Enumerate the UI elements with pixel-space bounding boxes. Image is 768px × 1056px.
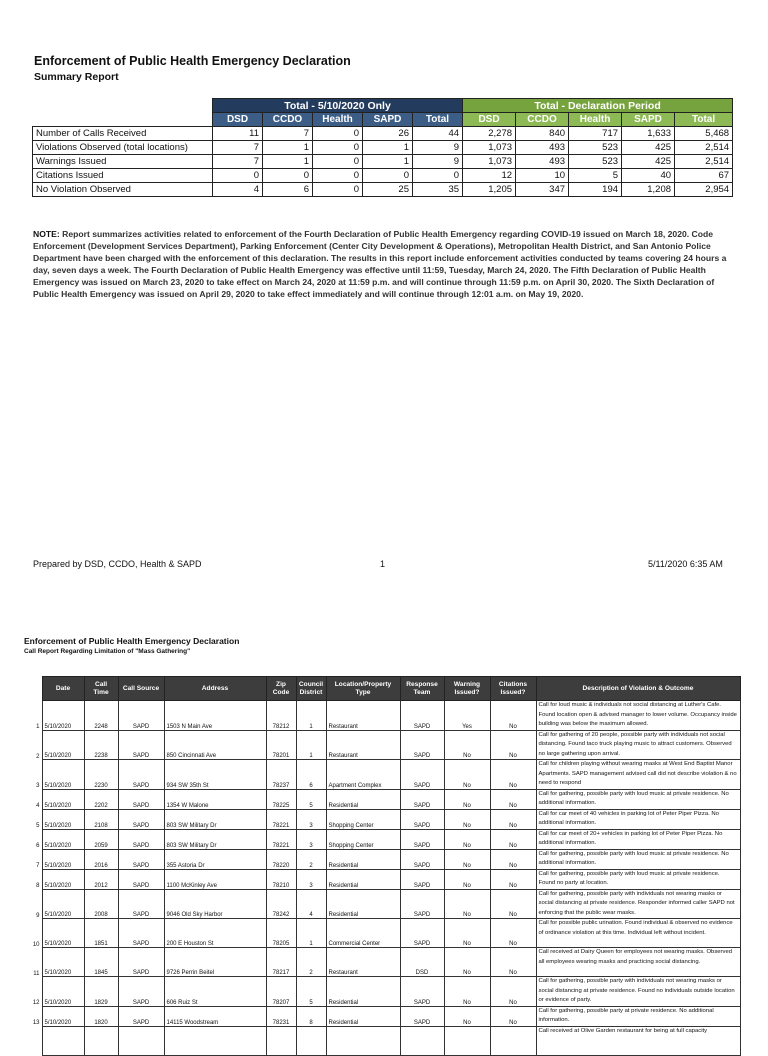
summary-cell: 0	[363, 169, 413, 183]
call-source: SAPD	[118, 789, 164, 809]
call-property-type: Commercial Center	[326, 919, 400, 948]
summary-cell: 44	[413, 127, 463, 141]
call-time: 2016	[84, 849, 118, 869]
summary-cell: 9	[413, 141, 463, 155]
row-number	[28, 1026, 42, 1055]
call-column-header: Location/Property Type	[326, 677, 400, 701]
call-response-team: SAPD	[400, 760, 444, 790]
table-row	[28, 889, 740, 919]
call-property-type: Apartment Complex	[326, 760, 400, 790]
call-source: SAPD	[118, 760, 164, 790]
row-number: 13	[28, 1006, 42, 1026]
call-citation: No	[490, 789, 536, 809]
call-description: Call received at Olive Garden restaurant for being at full capacity	[536, 1026, 740, 1055]
summary-cell: 493	[516, 141, 569, 155]
call-property-type: Residential	[326, 789, 400, 809]
call-zip: 78217	[266, 948, 296, 977]
summary-cell: 523	[569, 141, 622, 155]
call-date: 5/10/2020	[42, 760, 84, 790]
table-row	[28, 977, 740, 1007]
row-number: 2	[28, 730, 42, 760]
row-number: 12	[28, 977, 42, 1007]
call-time: 2059	[84, 829, 118, 849]
call-description: Call for children playing without wearing masks at West End Baptist Manor Apartments. SAPD management advised call did not describe violation & no need to respond	[536, 760, 740, 790]
call-warning: No	[444, 730, 490, 760]
call-zip: 78207	[266, 977, 296, 1007]
row-number: 11	[28, 948, 42, 977]
call-zip: 78237	[266, 760, 296, 790]
call-source: SAPD	[118, 809, 164, 829]
call-property-type: Residential	[326, 849, 400, 869]
call-description: Call for gathering, possible party with loud music at private residence. No additional information.	[536, 789, 740, 809]
row-number: 6	[28, 829, 42, 849]
table-row	[28, 829, 740, 849]
call-date: 5/10/2020	[42, 849, 84, 869]
call-column-header: Warning Issued?	[444, 677, 490, 701]
call-response-team: SAPD	[400, 919, 444, 948]
call-zip: 78221	[266, 829, 296, 849]
call-column-header: Citations Issued?	[490, 677, 536, 701]
call-zip: 78221	[266, 809, 296, 829]
summary-group-header-row	[33, 99, 733, 113]
call-zip: 78242	[266, 889, 296, 919]
call-district: 1	[296, 730, 326, 760]
summary-cell: 0	[263, 169, 313, 183]
table-row	[28, 809, 740, 829]
call-column-header: Date	[42, 677, 84, 701]
table-row	[28, 948, 740, 977]
summary-column-header: Total	[675, 113, 733, 127]
footer-prepared-by: Prepared by DSD, CCDO, Health & SAPD	[33, 559, 202, 569]
call-district: 3	[296, 809, 326, 829]
summary-cell: 0	[313, 183, 363, 197]
call-district: 3	[296, 829, 326, 849]
call-response-team: SAPD	[400, 889, 444, 919]
summary-cell: 493	[516, 155, 569, 169]
call-address: 9046 Old Sky Harbor	[164, 889, 266, 919]
call-district: 1	[296, 701, 326, 731]
summary-cell: 1,208	[622, 183, 675, 197]
call-column-header: Council District	[296, 677, 326, 701]
call-address: 934 SW 35th St	[164, 760, 266, 790]
call-description: Call for gathering, possible party with loud music at private residence. Found no party at location.	[536, 869, 740, 889]
call-citation: No	[490, 701, 536, 731]
summary-cell: 1	[263, 155, 313, 169]
call-address	[164, 1026, 266, 1055]
summary-cell: 0	[213, 169, 263, 183]
call-zip: 78205	[266, 919, 296, 948]
call-description: Call for gathering, possible party with loud music at private residence. No additional information.	[536, 849, 740, 869]
call-source: SAPD	[118, 977, 164, 1007]
summary-cell: 9	[413, 155, 463, 169]
table-row	[28, 730, 740, 760]
call-warning: No	[444, 948, 490, 977]
call-citation: No	[490, 1006, 536, 1026]
call-time: 2248	[84, 701, 118, 731]
summary-cell: 40	[622, 169, 675, 183]
call-address: 14115 Woodstream	[164, 1006, 266, 1026]
call-response-team: DSD	[400, 948, 444, 977]
call-address: 803 SW Military Dr	[164, 829, 266, 849]
summary-cell: 1,205	[463, 183, 516, 197]
call-time	[84, 1026, 118, 1055]
call-source: SAPD	[118, 730, 164, 760]
call-warning: No	[444, 760, 490, 790]
call-response-team	[400, 1026, 444, 1055]
summary-cell: 5	[569, 169, 622, 183]
note-paragraph	[33, 228, 733, 300]
call-time: 1829	[84, 977, 118, 1007]
call-property-type: Restaurant	[326, 701, 400, 731]
call-address: 200 E Houston St	[164, 919, 266, 948]
call-report-subtitle: Call Report Regarding Limitation of "Mass Gathering"	[24, 648, 191, 655]
summary-row	[33, 127, 733, 141]
row-number: 3	[28, 760, 42, 790]
summary-cell: 347	[516, 183, 569, 197]
call-warning: No	[444, 977, 490, 1007]
summary-cell: 0	[313, 127, 363, 141]
call-warning: No	[444, 869, 490, 889]
summary-cell: 25	[363, 183, 413, 197]
call-response-team: SAPD	[400, 730, 444, 760]
summary-cell: 194	[569, 183, 622, 197]
call-response-team: SAPD	[400, 829, 444, 849]
call-citation: No	[490, 730, 536, 760]
call-date: 5/10/2020	[42, 948, 84, 977]
summary-column-header-row	[33, 113, 733, 127]
summary-cell: 1	[363, 141, 413, 155]
call-property-type: Residential	[326, 977, 400, 1007]
table-row	[28, 789, 740, 809]
summary-cell: 12	[463, 169, 516, 183]
call-source: SAPD	[118, 889, 164, 919]
call-source: SAPD	[118, 849, 164, 869]
summary-row	[33, 183, 733, 197]
call-description: Call for gathering, possible party at private residence. No additional information.	[536, 1006, 740, 1026]
call-time: 1845	[84, 948, 118, 977]
call-citation: No	[490, 948, 536, 977]
call-district: 3	[296, 869, 326, 889]
call-response-team: SAPD	[400, 701, 444, 731]
call-zip: 78201	[266, 730, 296, 760]
call-time: 2012	[84, 869, 118, 889]
call-description: Call for gathering of 20 people, possible party with individuals not social distancing. Found taco truck playing music to attract customers. Observed no large gathering upon arrival.	[536, 730, 740, 760]
call-district: 2	[296, 849, 326, 869]
call-address: 606 Ruiz St	[164, 977, 266, 1007]
call-time: 2008	[84, 889, 118, 919]
summary-row	[33, 141, 733, 155]
summary-cell: 6	[263, 183, 313, 197]
row-number: 4	[28, 789, 42, 809]
call-property-type: Residential	[326, 889, 400, 919]
row-number: 7	[28, 849, 42, 869]
summary-cell: 0	[313, 155, 363, 169]
table-row	[28, 1026, 740, 1055]
summary-cell: 1	[363, 155, 413, 169]
call-response-team: SAPD	[400, 1006, 444, 1026]
call-citation: No	[490, 849, 536, 869]
summary-column-header: Health	[313, 113, 363, 127]
call-response-team: SAPD	[400, 977, 444, 1007]
call-property-type: Residential	[326, 869, 400, 889]
summary-column-header: DSD	[213, 113, 263, 127]
summary-cell: 7	[213, 141, 263, 155]
call-warning: No	[444, 829, 490, 849]
call-property-type: Restaurant	[326, 948, 400, 977]
call-citation: No	[490, 760, 536, 790]
call-description: Call for car meet of 20+ vehicles in parking lot of Peter Piper Pizza. No additional information.	[536, 829, 740, 849]
summary-cell: 35	[413, 183, 463, 197]
summary-row-label: Citations Issued	[33, 169, 213, 183]
call-date: 5/10/2020	[42, 730, 84, 760]
summary-column-header: SAPD	[363, 113, 413, 127]
call-column-header: Zip Code	[266, 677, 296, 701]
summary-corner-cell	[33, 99, 213, 113]
call-column-header: Description of Violation & Outcome	[536, 677, 740, 701]
summary-body	[33, 127, 733, 197]
call-property-type: Shopping Center	[326, 829, 400, 849]
table-row	[28, 849, 740, 869]
call-citation: No	[490, 809, 536, 829]
call-report-header-row	[28, 677, 740, 701]
summary-cell: 1,073	[463, 141, 516, 155]
summary-cell: 717	[569, 127, 622, 141]
row-number: 5	[28, 809, 42, 829]
row-number: 9	[28, 889, 42, 919]
call-source: SAPD	[118, 701, 164, 731]
summary-row-label: Warnings Issued	[33, 155, 213, 169]
summary-column-header: DSD	[463, 113, 516, 127]
summary-cell: 1,073	[463, 155, 516, 169]
call-warning: No	[444, 809, 490, 829]
table-row	[28, 701, 740, 731]
call-district: 5	[296, 789, 326, 809]
call-address: 9726 Perrin Beitel	[164, 948, 266, 977]
summary-cell: 2,514	[675, 141, 733, 155]
call-citation: No	[490, 869, 536, 889]
call-citation	[490, 1026, 536, 1055]
summary-cell: 10	[516, 169, 569, 183]
call-response-team: SAPD	[400, 869, 444, 889]
call-time: 1851	[84, 919, 118, 948]
call-zip: 78212	[266, 701, 296, 731]
summary-column-header: SAPD	[622, 113, 675, 127]
group-header-period: Total - Declaration Period	[463, 99, 733, 113]
call-source	[118, 1026, 164, 1055]
call-date: 5/10/2020	[42, 829, 84, 849]
summary-cell: 0	[313, 141, 363, 155]
call-district: 8	[296, 1006, 326, 1026]
call-column-header	[28, 677, 42, 701]
table-row	[28, 1006, 740, 1026]
report-title: Enforcement of Public Health Emergency Declaration	[34, 54, 351, 68]
call-warning: No	[444, 789, 490, 809]
call-district: 6	[296, 760, 326, 790]
call-district: 4	[296, 889, 326, 919]
footer-timestamp: 5/11/2020 6:35 AM	[648, 559, 723, 569]
call-date	[42, 1026, 84, 1055]
summary-row-label: No Violation Observed	[33, 183, 213, 197]
call-district: 1	[296, 919, 326, 948]
summary-cell: 4	[213, 183, 263, 197]
call-citation: No	[490, 889, 536, 919]
summary-row-label: Violations Observed (total locations)	[33, 141, 213, 155]
call-warning: No	[444, 1006, 490, 1026]
call-warning: No	[444, 889, 490, 919]
call-column-header: Address	[164, 677, 266, 701]
call-time: 2230	[84, 760, 118, 790]
call-address: 803 SW Military Dr	[164, 809, 266, 829]
summary-table	[32, 98, 733, 197]
call-zip: 78220	[266, 849, 296, 869]
call-response-team: SAPD	[400, 809, 444, 829]
call-address: 355 Astoria Dr	[164, 849, 266, 869]
call-zip	[266, 1026, 296, 1055]
call-time: 2238	[84, 730, 118, 760]
call-citation: No	[490, 977, 536, 1007]
call-date: 5/10/2020	[42, 869, 84, 889]
summary-cell: 11	[213, 127, 263, 141]
call-property-type: Restaurant	[326, 730, 400, 760]
summary-column-header: CCDO	[263, 113, 313, 127]
call-zip: 78210	[266, 869, 296, 889]
call-district	[296, 1026, 326, 1055]
call-address: 1503 N Main Ave	[164, 701, 266, 731]
call-date: 5/10/2020	[42, 789, 84, 809]
call-warning: No	[444, 849, 490, 869]
summary-column-header: Total	[413, 113, 463, 127]
summary-cell: 7	[263, 127, 313, 141]
summary-cell: 0	[313, 169, 363, 183]
summary-cell: 2,954	[675, 183, 733, 197]
call-citation: No	[490, 919, 536, 948]
call-report-title: Enforcement of Public Health Emergency Declaration	[24, 636, 240, 646]
call-date: 5/10/2020	[42, 889, 84, 919]
call-source: SAPD	[118, 919, 164, 948]
report-subtitle: Summary Report	[34, 71, 119, 83]
table-row	[28, 869, 740, 889]
row-number: 1	[28, 701, 42, 731]
call-address: 850 Cincinnati Ave	[164, 730, 266, 760]
call-response-team: SAPD	[400, 789, 444, 809]
call-citation: No	[490, 829, 536, 849]
call-description: Call for possible public urination. Found individual & observed no evidence of ordinance violation at this time. Individual left without incident.	[536, 919, 740, 948]
call-warning: No	[444, 919, 490, 948]
call-property-type: Shopping Center	[326, 809, 400, 829]
call-description: Call for gathering, possible party with individuals not wearing masks or social distancing at private residence. Found no individuals outside location or evidence of party.	[536, 977, 740, 1007]
call-date: 5/10/2020	[42, 1006, 84, 1026]
footer-page-number: 1	[380, 559, 386, 569]
row-number: 10	[28, 919, 42, 948]
table-row	[28, 760, 740, 790]
call-address: 1354 W Malone	[164, 789, 266, 809]
summary-cell: 840	[516, 127, 569, 141]
call-column-header: Response Team	[400, 677, 444, 701]
call-description: Call for loud music & individuals not social distancing at Luther's Cafe. Found location open & advised manager to lower volume. Occupancy inside building was below the maximum allowed.	[536, 701, 740, 731]
call-description: Call received at Dairy Queen for employees not wearing masks. Observed all employees wearing masks and practicing social distancing.	[536, 948, 740, 977]
call-address: 1100 McKinley Ave	[164, 869, 266, 889]
note-text: Report summarizes activities related to enforcement of the Fourth Declaration of Public Health Emergency regarding COVID-19 issued on March 18, 2020. Code Enforcement (Development Services Department), Parking Enforcement (Center City Development & Operations), Metropolitan Health District, and San Antonio Police Department have been charged with the enforcement of this declaration. The results in this report include enforcement activities conducted by teams covering 24 hours a day, seven days a week. The Fourth Declaration of Public Health Emergency was effective until 11:59, Tuesday, March 24, 2020. The Fifth Declaration of Public Health Emergency was issued on March 23, 2020 to take effect on March 24, 2020 at 11:59 p.m. and will continue through 11:59 p.m. on April 30, 2020. The Sixth Declaration of Public Health Emergency was issued on April 29, 2020 to take effect immediately and will continue through 12:01 a.m. on May 19, 2020.	[33, 229, 727, 299]
summary-cell: 2,514	[675, 155, 733, 169]
call-zip: 78231	[266, 1006, 296, 1026]
call-date: 5/10/2020	[42, 977, 84, 1007]
call-column-header: Call Source	[118, 677, 164, 701]
summary-row	[33, 169, 733, 183]
call-warning: Yes	[444, 701, 490, 731]
call-source: SAPD	[118, 829, 164, 849]
group-header-today: Total - 5/10/2020 Only	[213, 99, 463, 113]
call-zip: 78225	[266, 789, 296, 809]
note-label: NOTE:	[33, 229, 60, 239]
summary-row-label: Number of Calls Received	[33, 127, 213, 141]
call-time: 2202	[84, 789, 118, 809]
call-description: Call for gathering, possible party with individuals not wearing masks or social distancing at private residence. Responder informed caller SAPD not enforcing that the public wear masks.	[536, 889, 740, 919]
summary-corner-cell	[33, 113, 213, 127]
call-source: SAPD	[118, 869, 164, 889]
summary-cell: 523	[569, 155, 622, 169]
call-district: 2	[296, 948, 326, 977]
call-source: SAPD	[118, 948, 164, 977]
summary-cell: 1,633	[622, 127, 675, 141]
call-district: 5	[296, 977, 326, 1007]
call-description: Call for car meet of 40 vehicles in parking lot of Peter Piper Pizza. No additional information.	[536, 809, 740, 829]
call-property-type	[326, 1026, 400, 1055]
call-column-header: Call Time	[84, 677, 118, 701]
summary-cell: 7	[213, 155, 263, 169]
call-date: 5/10/2020	[42, 701, 84, 731]
call-warning	[444, 1026, 490, 1055]
call-property-type: Residential	[326, 1006, 400, 1026]
table-row	[28, 919, 740, 948]
call-time: 1820	[84, 1006, 118, 1026]
summary-cell: 26	[363, 127, 413, 141]
summary-cell: 5,468	[675, 127, 733, 141]
summary-cell: 2,278	[463, 127, 516, 141]
summary-row	[33, 155, 733, 169]
call-source: SAPD	[118, 1006, 164, 1026]
summary-cell: 0	[413, 169, 463, 183]
summary-column-header: Health	[569, 113, 622, 127]
call-response-team: SAPD	[400, 849, 444, 869]
call-report-table	[28, 676, 741, 1056]
summary-cell: 67	[675, 169, 733, 183]
row-number: 8	[28, 869, 42, 889]
call-report-body	[28, 701, 740, 1056]
call-time: 2108	[84, 809, 118, 829]
summary-cell: 425	[622, 155, 675, 169]
summary-cell: 425	[622, 141, 675, 155]
summary-cell: 1	[263, 141, 313, 155]
call-date: 5/10/2020	[42, 919, 84, 948]
call-date: 5/10/2020	[42, 809, 84, 829]
summary-column-header: CCDO	[516, 113, 569, 127]
